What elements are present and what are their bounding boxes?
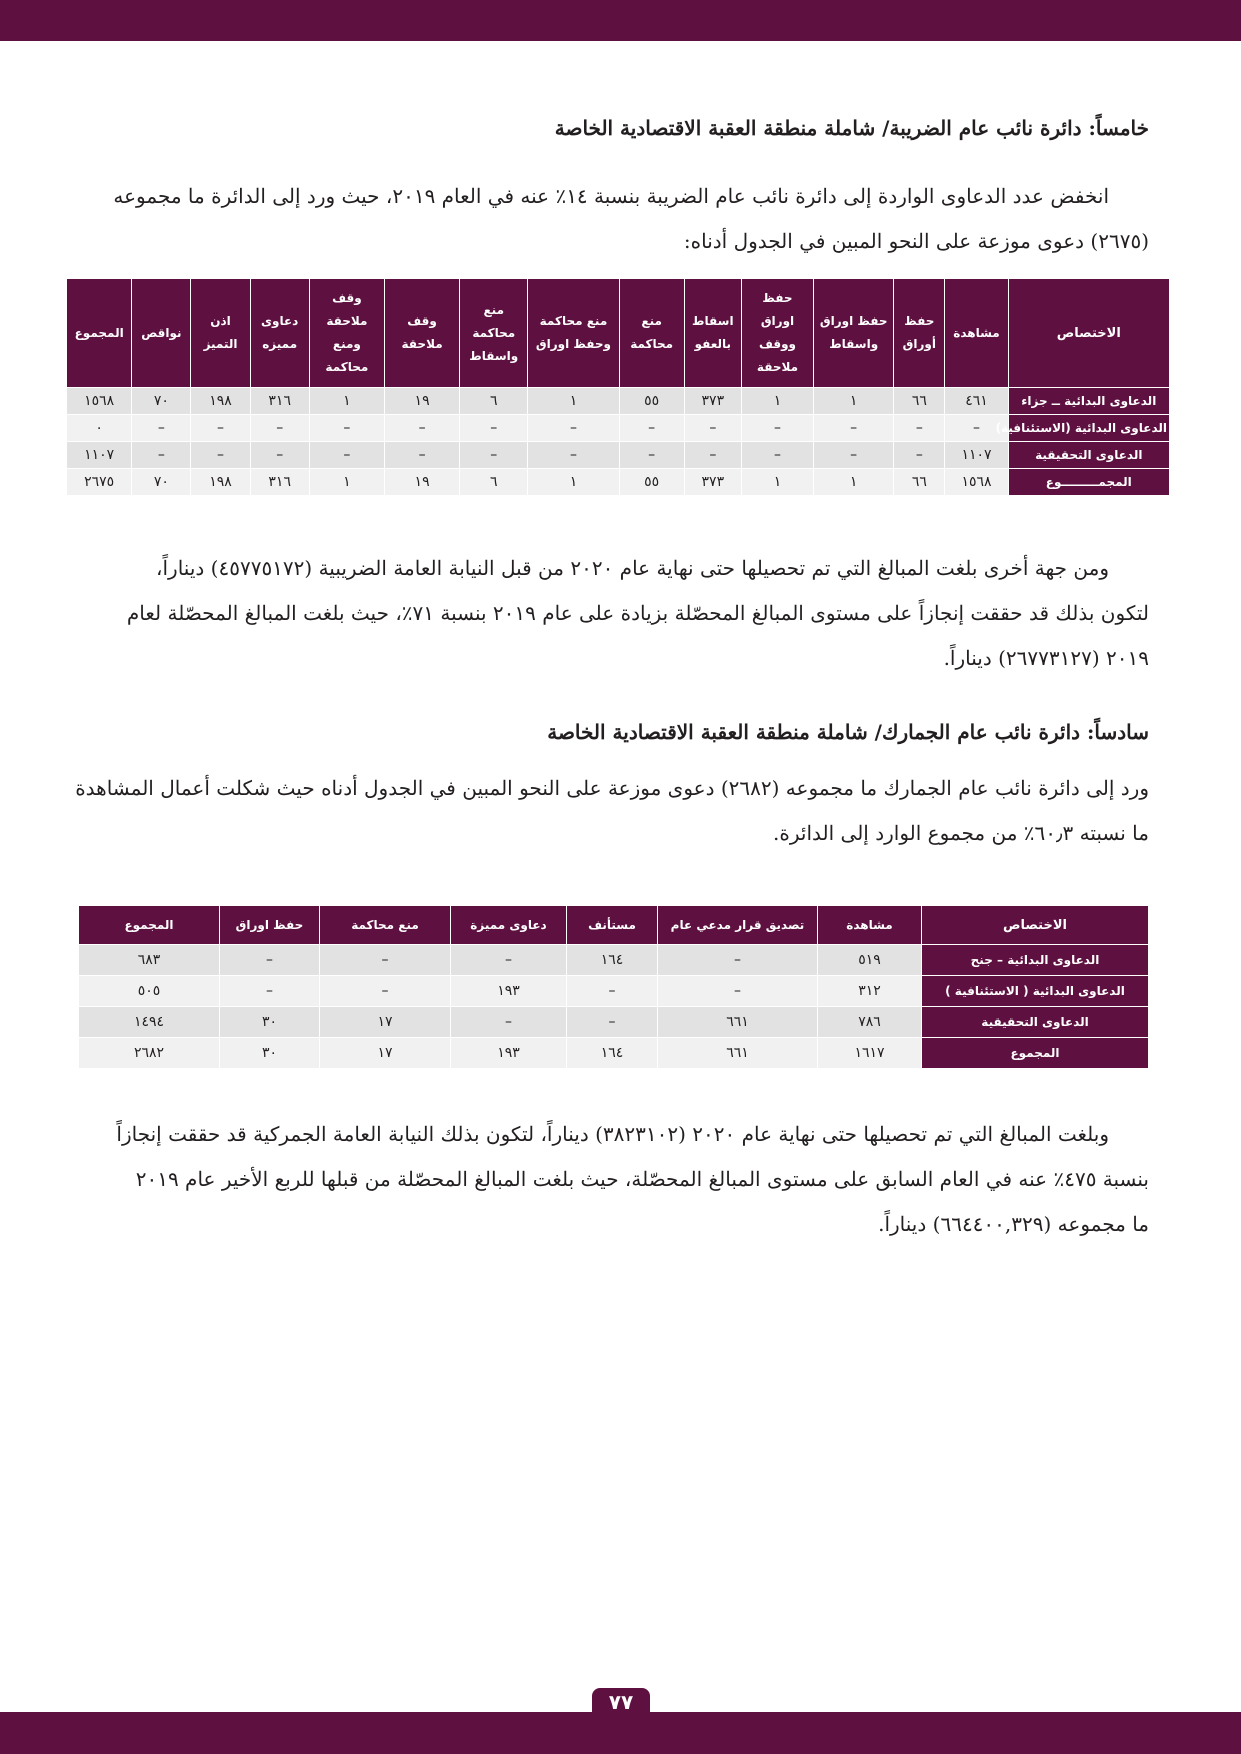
table-cell: ٦٦١ (658, 1038, 818, 1069)
paragraph-line: ٢٠١٩ (٢٦٧٧٣١٢٧) ديناراً. (943, 646, 1149, 670)
table-cell: – (741, 442, 813, 469)
column-header: منع محاكمة واسقاط (460, 279, 528, 388)
table-cell: ١٩ (384, 469, 459, 496)
column-header: اذن التميز (191, 279, 250, 388)
table-row (67, 469, 1170, 496)
column-header: الاختصاص (1008, 279, 1169, 388)
table-cell: ٣١٢ (818, 976, 922, 1007)
table-cell: – (814, 442, 894, 469)
table-cell: – (451, 945, 567, 976)
row-label: الدعاوى التحقيقية (922, 1007, 1149, 1038)
table-cell: – (567, 976, 658, 1007)
table-cell: – (451, 1007, 567, 1038)
tax-cases-table (66, 278, 1170, 496)
table-cell: – (894, 415, 945, 442)
paragraph-line: ما نسبته ٦٠٫٣٪ من مجموع الوارد إلى الدائرة. (773, 821, 1149, 845)
paragraph-line: (٢٦٧٥) دعوى موزعة على النحو المبين في الجدول أدناه: (683, 229, 1149, 253)
column-header: دعاوى مميزة (451, 906, 567, 945)
table-cell: – (658, 976, 818, 1007)
table-cell: ٦ (460, 388, 528, 415)
table-cell: ٥٠٥ (79, 976, 220, 1007)
paragraph-line: لتكون بذلك قد حققت إنجازاً على مستوى المبالغ المحصّلة بزيادة على عام ٢٠١٩ بنسبة ٧١٪، حيث بلغت المبالغ المحصّلة لعام (126, 601, 1149, 625)
table-header-row (79, 906, 1149, 945)
table-cell: – (460, 415, 528, 442)
section6-intro-paragraph (75, 766, 1149, 856)
table-cell: ٢٦٧٥ (67, 469, 132, 496)
table-cell: ٣٧٣ (684, 388, 741, 415)
table-cell: ٦ (460, 469, 528, 496)
row-label: المجمـــــــــوع (1008, 469, 1169, 496)
column-header: مشاهدة (945, 279, 1008, 388)
column-header: المجموع (67, 279, 132, 388)
table-cell: – (309, 442, 384, 469)
column-header: وقف ملاحقة ومنع محاكمة (309, 279, 384, 388)
table-cell: ٥١٩ (818, 945, 922, 976)
bottom-banner (0, 1712, 1241, 1754)
column-header: المجموع (79, 906, 220, 945)
table-row (67, 415, 1170, 442)
table-cell: ١٧ (320, 1038, 451, 1069)
table-cell: ٠ (67, 415, 132, 442)
table-cell: ٦٨٣ (79, 945, 220, 976)
row-label: الدعاوى التحقيقية (1008, 442, 1169, 469)
table-cell: ١ (814, 469, 894, 496)
section6-heading: سادساً: دائرة نائب عام الجمارك/ شاملة منطقة العقبة الاقتصادية الخاصة (547, 720, 1149, 744)
table-cell: ٦٦ (894, 469, 945, 496)
column-header: تصديق قرار مدعي عام (658, 906, 818, 945)
row-label: الدعاوى البدائية ( الاستئنافية ) (922, 976, 1149, 1007)
table-cell: ١٧ (320, 1007, 451, 1038)
table-cell: – (945, 415, 1008, 442)
table-cell: ١ (528, 388, 619, 415)
table-cell: – (220, 976, 320, 1007)
table-cell: ١٤٩٤ (79, 1007, 220, 1038)
column-header: وقف ملاحقة (384, 279, 459, 388)
table-cell: ١٦٤ (567, 1038, 658, 1069)
table-cell: ٢٦٨٢ (79, 1038, 220, 1069)
table-cell: – (132, 415, 191, 442)
table-cell: ٥٥ (619, 388, 684, 415)
table-cell: – (250, 442, 309, 469)
row-label: الدعاوى البدائية – جنح (922, 945, 1149, 976)
table-cell: – (658, 945, 818, 976)
table-cell: ١٦١٧ (818, 1038, 922, 1069)
table-cell: – (320, 976, 451, 1007)
table-cell: ١٥٦٨ (67, 388, 132, 415)
table-cell: ١٩٣ (451, 976, 567, 1007)
table-cell: ١١٠٧ (945, 442, 1008, 469)
table-cell: ١ (309, 388, 384, 415)
table-cell: ١ (741, 469, 813, 496)
table-cell: – (191, 415, 250, 442)
table-cell: ٣٠ (220, 1007, 320, 1038)
table-row (79, 945, 1149, 976)
table-cell: ١ (309, 469, 384, 496)
table-cell: ١ (741, 388, 813, 415)
table-row (67, 388, 1170, 415)
column-header: منع محاكمة (619, 279, 684, 388)
table-cell: ١ (528, 469, 619, 496)
row-label: الدعاوى البدائية (الاستئنافية) (1008, 415, 1169, 442)
table-cell: ٦٦١ (658, 1007, 818, 1038)
table-cell: – (191, 442, 250, 469)
paragraph-line: بنسبة ٤٧٥٪ عنه في العام السابق على مستوى المبالغ المحصّلة، حيث بلغت المبالغ المحصّلة من قبلها للربع الأخير عام ٢٠١٩ (135, 1167, 1149, 1191)
top-banner (0, 0, 1241, 41)
table-cell: ٧٨٦ (818, 1007, 922, 1038)
section5-collection-paragraph (89, 546, 1149, 681)
table-cell: ١٦٤ (567, 945, 658, 976)
table-cell: – (220, 945, 320, 976)
table-row (79, 976, 1149, 1007)
table-cell: ٦٦ (894, 388, 945, 415)
table-cell: ٣٧٣ (684, 469, 741, 496)
row-label: الدعاوى البدائية ــ جزاء (1008, 388, 1169, 415)
table-cell: – (528, 415, 619, 442)
table-cell: – (132, 442, 191, 469)
row-label: المجموع (922, 1038, 1149, 1069)
table-cell: ١ (814, 388, 894, 415)
customs-cases-table (78, 905, 1149, 1069)
table-row (79, 1038, 1149, 1069)
column-header: حفظ اوراق (220, 906, 320, 945)
table-cell: – (741, 415, 813, 442)
table-cell: – (567, 1007, 658, 1038)
page-number: ٧٧ (592, 1688, 650, 1716)
column-header: منع محاكمة (320, 906, 451, 945)
column-header: حفظ اوراق ووقف ملاحقة (741, 279, 813, 388)
table-cell: – (309, 415, 384, 442)
section5-heading: خامساً: دائرة نائب عام الضريبة/ شاملة منطقة العقبة الاقتصادية الخاصة (554, 116, 1149, 140)
table-cell: ٤٦١ (945, 388, 1008, 415)
table-cell: – (619, 415, 684, 442)
column-header: مستأنف (567, 906, 658, 945)
column-header: دعاوى مميزه (250, 279, 309, 388)
table-cell: ٧٠ (132, 469, 191, 496)
paragraph-line: وبلغت المبالغ التي تم تحصيلها حتى نهاية عام ٢٠٢٠ (٣٨٢٣١٠٢) ديناراً، لتكون بذلك النيابة العامة الجمركية قد حققت إنجازاً (116, 1122, 1109, 1146)
table-cell: – (384, 415, 459, 442)
section5-intro-paragraph (89, 174, 1149, 264)
table-cell: ١٥٦٨ (945, 469, 1008, 496)
column-header: اسقاط بالعفو (684, 279, 741, 388)
table-cell: – (320, 945, 451, 976)
table-row (79, 1007, 1149, 1038)
column-header: حفظ اوراق واسقاط (814, 279, 894, 388)
table-cell: ٣٠ (220, 1038, 320, 1069)
table-cell: – (250, 415, 309, 442)
section6-collection-paragraph (89, 1112, 1149, 1247)
table-cell: – (460, 442, 528, 469)
paragraph-line: ومن جهة أخرى بلغت المبالغ التي تم تحصيلها حتى نهاية عام ٢٠٢٠ من قبل النيابة العامة الضريبية (٤٥٧٧٥١٧٢) ديناراً، (156, 556, 1109, 580)
table-cell: – (528, 442, 619, 469)
table-cell: – (814, 415, 894, 442)
table-cell: – (894, 442, 945, 469)
table-cell: ١٩٨ (191, 388, 250, 415)
table-cell: ١٩٨ (191, 469, 250, 496)
paragraph-line: انخفض عدد الدعاوى الواردة إلى دائرة نائب عام الضريبة بنسبة ١٤٪ عنه في العام ٢٠١٩، حيث ورد إلى الدائرة ما مجموعه (113, 184, 1109, 208)
column-header: مشاهدة (818, 906, 922, 945)
table-cell: ٣١٦ (250, 388, 309, 415)
table-cell: – (619, 442, 684, 469)
table-cell: ١١٠٧ (67, 442, 132, 469)
column-header: حفظ أوراق (894, 279, 945, 388)
table-cell: ٧٠ (132, 388, 191, 415)
table-cell: ٥٥ (619, 469, 684, 496)
table-row (67, 442, 1170, 469)
column-header: الاختصاص (922, 906, 1149, 945)
table-cell: – (684, 415, 741, 442)
table-cell: ٣١٦ (250, 469, 309, 496)
table-cell: – (684, 442, 741, 469)
table-cell: ١٩ (384, 388, 459, 415)
table-cell: – (384, 442, 459, 469)
paragraph-line: ما مجموعه (٦٦٤٤٠٠,٣٢٩) ديناراً. (878, 1212, 1149, 1236)
column-header: منع محاكمة وحفظ اوراق (528, 279, 619, 388)
column-header: نواقص (132, 279, 191, 388)
table-header-row (67, 279, 1170, 388)
paragraph-line: ورد إلى دائرة نائب عام الجمارك ما مجموعه (٢٦٨٢) دعوى موزعة على النحو المبين في الجدول أدناه حيث شكلت أعمال المشاهدة (75, 776, 1149, 800)
table-cell: ١٩٣ (451, 1038, 567, 1069)
